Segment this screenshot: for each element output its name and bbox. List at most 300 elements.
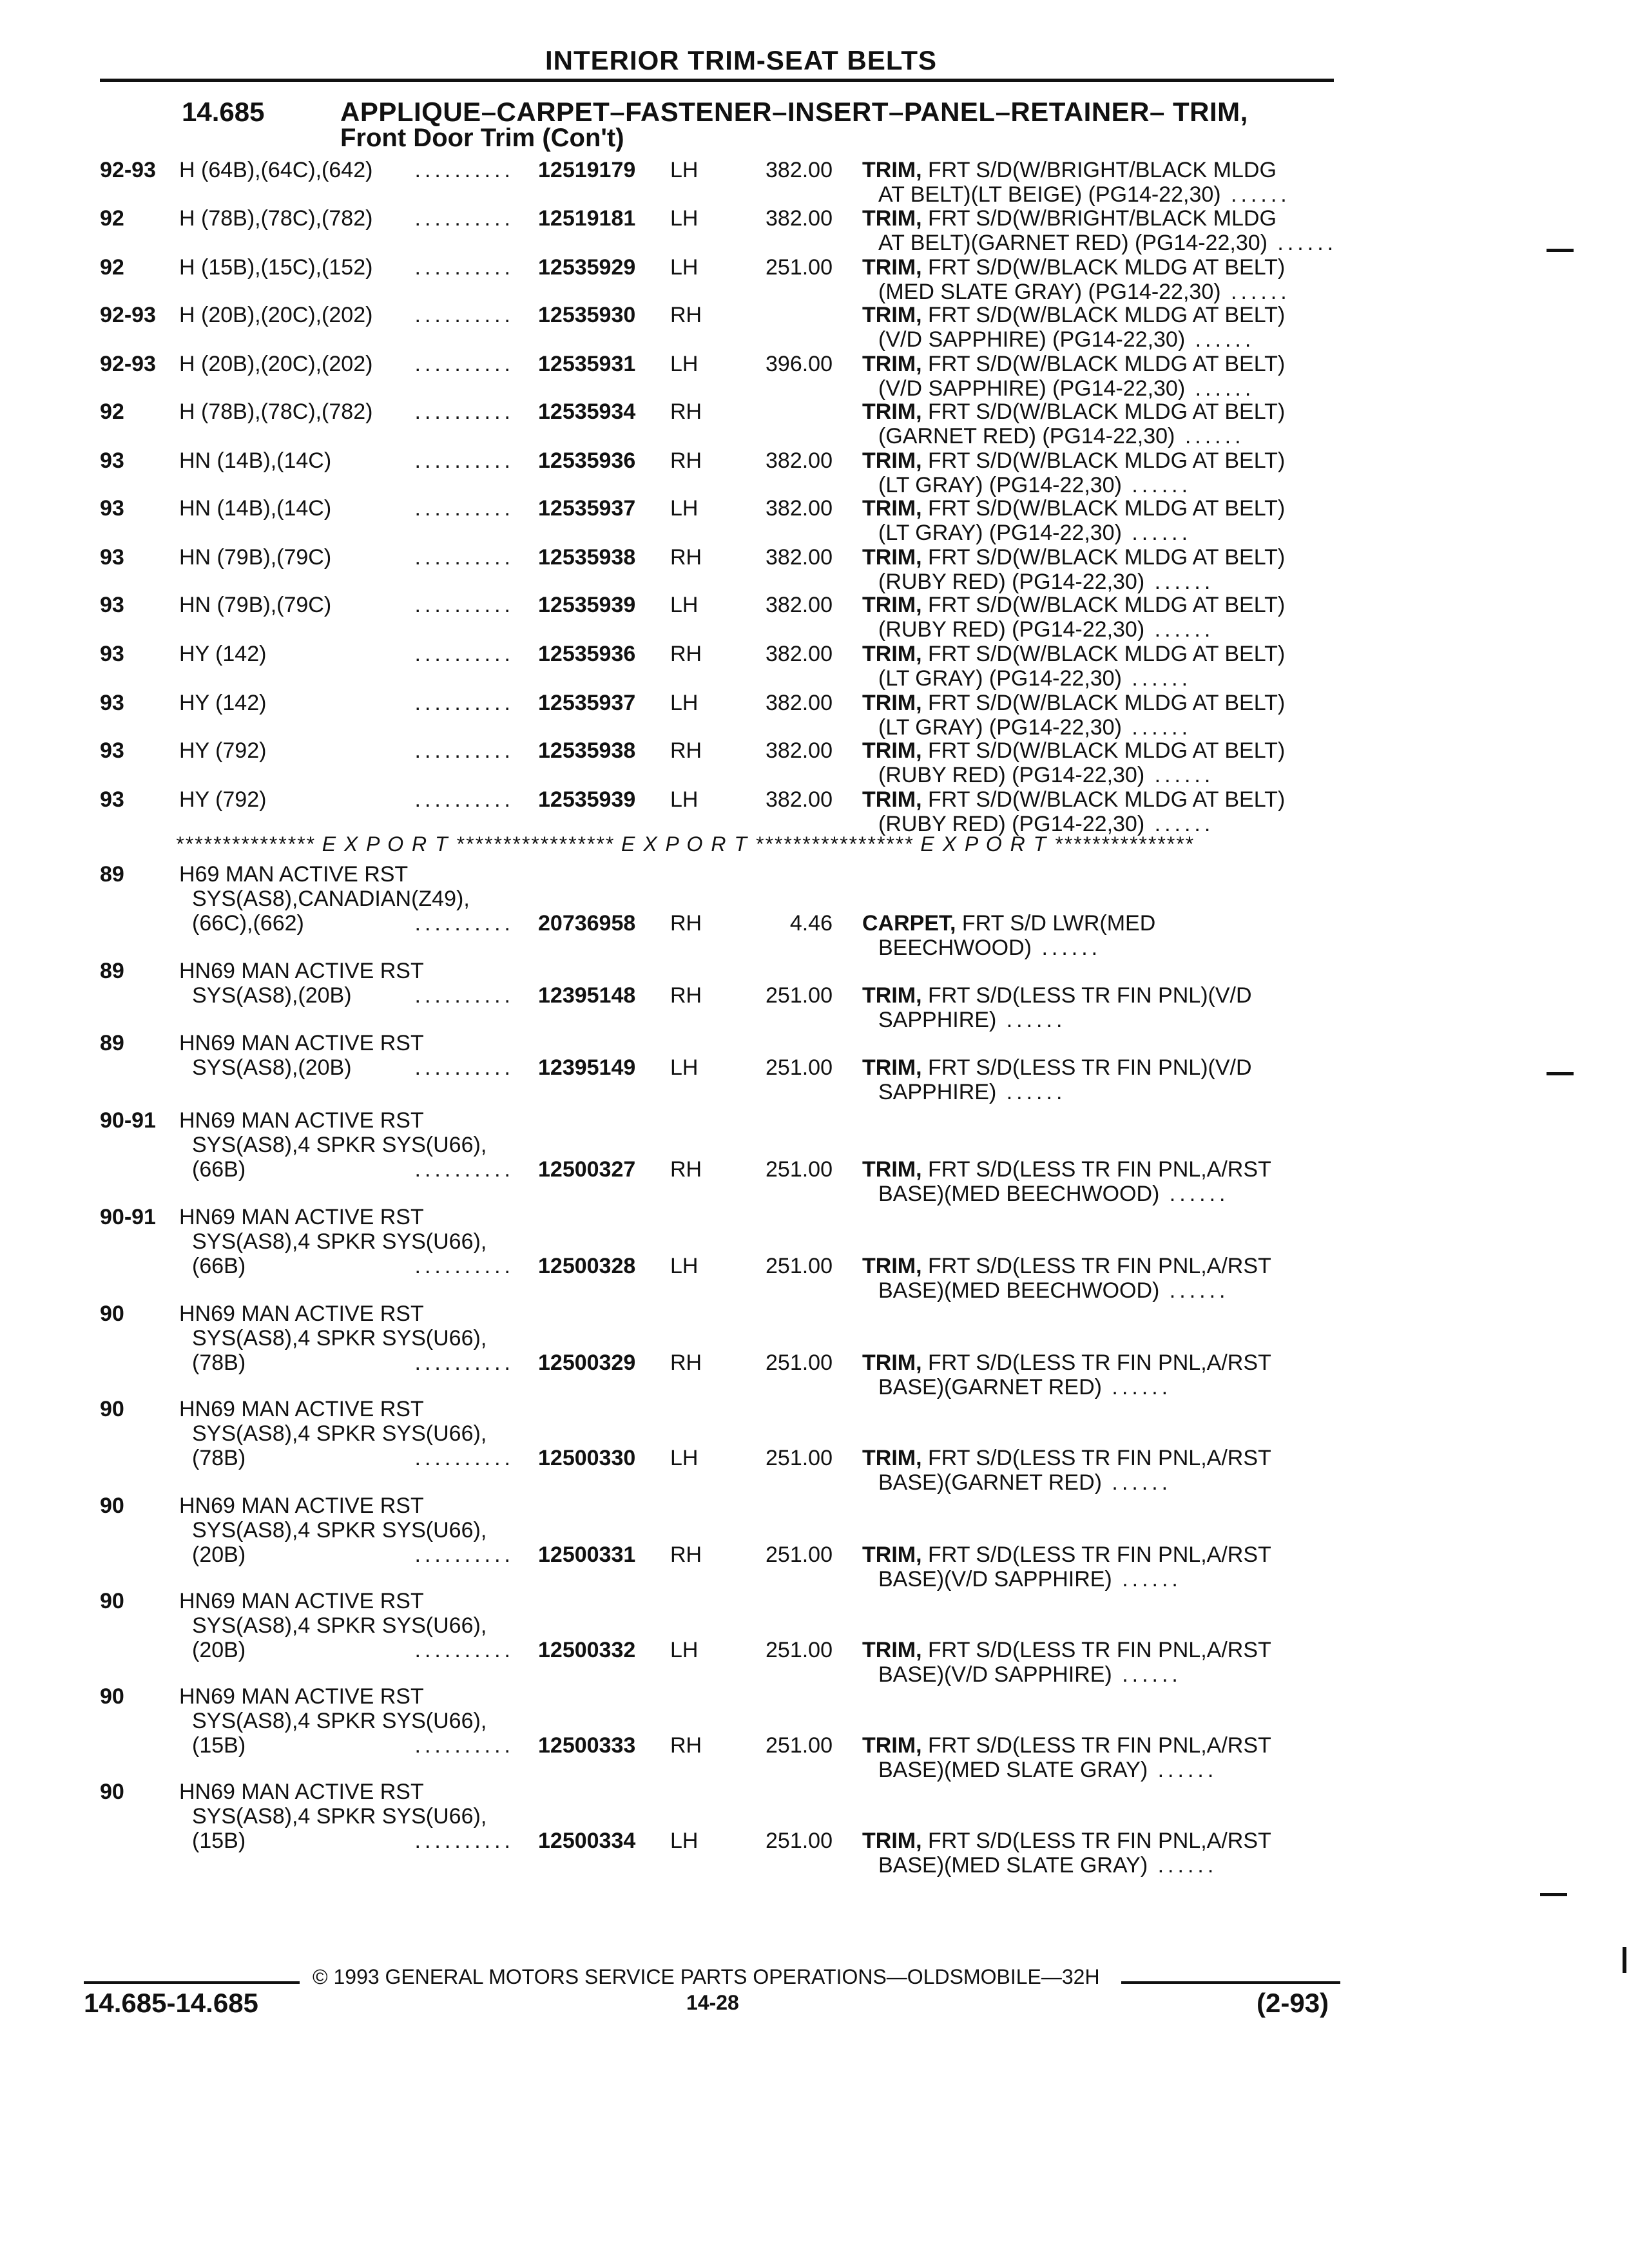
side: RH bbox=[670, 1733, 702, 1758]
usage-description bbox=[179, 1684, 527, 1758]
part-detail-line2: SAPPHIRE) bbox=[878, 1080, 997, 1104]
dot-leader: .......... bbox=[414, 593, 514, 617]
dot-leader: .......... bbox=[414, 158, 514, 182]
part-detail-line2: (RUBY RED) (PG14-22,30) bbox=[878, 763, 1145, 787]
usage-description bbox=[179, 352, 527, 376]
dot-leader: .......... bbox=[414, 1638, 514, 1662]
usage-description bbox=[179, 206, 527, 231]
usage-description bbox=[179, 738, 527, 763]
usage-line: SYS(AS8),4 SPKR SYS(U66), bbox=[192, 1421, 487, 1446]
usage-line: H (64B),(64C),(642) bbox=[179, 158, 373, 182]
dot-leader: .......... bbox=[414, 1446, 514, 1470]
side: RH bbox=[670, 303, 702, 327]
part-detail-line1: FRT S/D(W/BRIGHT/BLACK MLDG bbox=[921, 158, 1277, 182]
part-description bbox=[862, 642, 1333, 691]
part-description bbox=[862, 496, 1333, 545]
part-number: 12500327 bbox=[538, 1157, 636, 1182]
usage-description bbox=[179, 691, 527, 715]
side: RH bbox=[670, 1350, 702, 1375]
part-name: TRIM, bbox=[862, 255, 922, 280]
part-detail-line2: (LT GRAY) (PG14-22,30) bbox=[878, 473, 1122, 497]
part-number: 12500332 bbox=[538, 1638, 636, 1662]
usage-line: H (15B),(15C),(152) bbox=[179, 255, 373, 280]
usage-description bbox=[179, 496, 527, 521]
side: LH bbox=[670, 1055, 699, 1080]
price: 382.00 bbox=[766, 496, 833, 521]
part-number: 12500334 bbox=[538, 1829, 636, 1853]
section-subtitle: Front Door Trim (Con't) bbox=[340, 124, 624, 152]
part-name: TRIM, bbox=[862, 642, 922, 666]
part-detail-line2: BEECHWOOD) bbox=[878, 936, 1032, 960]
usage-line: HN69 MAN ACTIVE RST bbox=[179, 1589, 424, 1613]
part-detail-line1: FRT S/D(W/BLACK MLDG AT BELT) bbox=[921, 593, 1286, 617]
part-description bbox=[862, 303, 1333, 352]
part-name: TRIM, bbox=[862, 1542, 922, 1567]
table-row bbox=[0, 1397, 1629, 1495]
side: LH bbox=[670, 691, 699, 715]
price: 251.00 bbox=[766, 255, 833, 280]
part-detail-line1: FRT S/D(W/BLACK MLDG AT BELT) bbox=[921, 691, 1286, 715]
part-detail-line2: (LT GRAY) (PG14-22,30) bbox=[878, 666, 1122, 691]
table-row bbox=[0, 1031, 1629, 1121]
dot-leader: .......... bbox=[414, 1542, 514, 1567]
part-name: TRIM, bbox=[862, 158, 922, 182]
part-name: TRIM, bbox=[862, 1157, 922, 1182]
part-description bbox=[862, 1446, 1333, 1495]
part-number: 12519181 bbox=[538, 206, 636, 231]
price: 382.00 bbox=[766, 787, 833, 812]
side: RH bbox=[670, 911, 702, 936]
table-row bbox=[0, 1780, 1629, 1878]
part-name: TRIM, bbox=[862, 1638, 922, 1662]
part-detail-line1: FRT S/D(W/BLACK MLDG AT BELT) bbox=[921, 448, 1286, 473]
side: RH bbox=[670, 983, 702, 1008]
part-detail-line2: (LT GRAY) (PG14-22,30) bbox=[878, 715, 1122, 740]
side: RH bbox=[670, 448, 702, 473]
table-row bbox=[0, 1494, 1629, 1591]
usage-line: SYS(AS8),4 SPKR SYS(U66), bbox=[192, 1229, 487, 1254]
dot-leader: .......... bbox=[414, 642, 514, 666]
usage-line: SYS(AS8),4 SPKR SYS(U66), bbox=[192, 1518, 487, 1542]
part-detail-line1: FRT S/D(W/BLACK MLDG AT BELT) bbox=[921, 399, 1286, 424]
usage-description bbox=[179, 1494, 527, 1567]
part-number: 12535938 bbox=[538, 545, 636, 570]
price: 251.00 bbox=[766, 1542, 833, 1567]
part-number: 12395149 bbox=[538, 1055, 636, 1080]
part-detail-line1: FRT S/D(LESS TR FIN PNL,A/RST bbox=[921, 1157, 1271, 1182]
page-header-title: INTERIOR TRIM-SEAT BELTS bbox=[545, 45, 938, 75]
table-row bbox=[0, 1108, 1629, 1206]
price: 396.00 bbox=[766, 352, 833, 376]
usage-line: HN69 MAN ACTIVE RST bbox=[179, 1780, 424, 1804]
dot-leader: ...... bbox=[1159, 1278, 1229, 1303]
part-name: TRIM, bbox=[862, 352, 922, 376]
model-years: 92-93 bbox=[100, 303, 156, 327]
part-description bbox=[862, 352, 1333, 401]
usage-line: HY (792) bbox=[179, 738, 267, 763]
section-number: 14.685 bbox=[182, 97, 265, 127]
price: 382.00 bbox=[766, 545, 833, 570]
dot-leader: .......... bbox=[414, 255, 514, 280]
dot-leader: .......... bbox=[414, 787, 514, 812]
part-detail-line1: FRT S/D(LESS TR FIN PNL,A/RST bbox=[921, 1829, 1271, 1853]
price: 251.00 bbox=[766, 1829, 833, 1853]
part-description bbox=[862, 1638, 1333, 1687]
usage-line: SYS(AS8),4 SPKR SYS(U66), bbox=[192, 1326, 487, 1350]
usage-line: HN69 MAN ACTIVE RST bbox=[179, 1108, 424, 1133]
side: LH bbox=[670, 255, 699, 280]
part-description bbox=[862, 738, 1333, 787]
usage-line: SYS(AS8),(20B) bbox=[192, 983, 352, 1008]
part-detail-line2: BASE)(MED SLATE GRAY) bbox=[878, 1853, 1148, 1878]
part-description bbox=[862, 593, 1333, 642]
table-row bbox=[0, 1589, 1629, 1687]
table-row bbox=[0, 1684, 1629, 1782]
usage-description bbox=[179, 1780, 527, 1853]
part-name: TRIM, bbox=[862, 983, 922, 1008]
part-name: TRIM, bbox=[862, 1446, 922, 1470]
part-description bbox=[862, 1254, 1333, 1303]
part-description bbox=[862, 691, 1333, 740]
model-years: 93 bbox=[100, 496, 124, 521]
dot-leader: .......... bbox=[414, 206, 514, 231]
dot-leader: ...... bbox=[996, 1080, 1066, 1104]
part-description bbox=[862, 1829, 1333, 1878]
part-detail-line2: BASE)(V/D SAPPHIRE) bbox=[878, 1662, 1112, 1687]
part-name: TRIM, bbox=[862, 545, 922, 570]
header-rule bbox=[100, 79, 1334, 82]
part-detail-line2: AT BELT)(GARNET RED) (PG14-22,30) bbox=[878, 231, 1268, 255]
side: RH bbox=[670, 399, 702, 424]
part-number: 12519179 bbox=[538, 158, 636, 182]
part-name: TRIM, bbox=[862, 1350, 922, 1375]
part-number: 12395148 bbox=[538, 983, 636, 1008]
usage-description bbox=[179, 158, 527, 182]
part-description bbox=[862, 448, 1333, 497]
dot-leader: ...... bbox=[1220, 182, 1291, 207]
usage-line: SYS(AS8),4 SPKR SYS(U66), bbox=[192, 1613, 487, 1638]
part-detail-line1: FRT S/D(W/BLACK MLDG AT BELT) bbox=[921, 738, 1286, 763]
usage-line: HN69 MAN ACTIVE RST bbox=[179, 1031, 424, 1055]
part-description bbox=[862, 399, 1333, 448]
dot-leader: ...... bbox=[1121, 521, 1192, 545]
table-row bbox=[0, 1205, 1629, 1303]
usage-description bbox=[179, 545, 527, 570]
part-detail-line2: BASE)(GARNET RED) bbox=[878, 1375, 1102, 1399]
part-detail-line1: FRT S/D(LESS TR FIN PNL,A/RST bbox=[921, 1733, 1271, 1758]
part-number: 12500331 bbox=[538, 1542, 636, 1567]
usage-description bbox=[179, 448, 527, 473]
model-years: 93 bbox=[100, 593, 124, 617]
footer-section-range: 14.685-14.685 bbox=[84, 1988, 258, 2018]
usage-line: HY (792) bbox=[179, 787, 267, 812]
usage-line: HN69 MAN ACTIVE RST bbox=[179, 1397, 424, 1421]
usage-line: HN (79B),(79C) bbox=[179, 545, 332, 570]
part-name: TRIM, bbox=[862, 303, 922, 327]
usage-description bbox=[179, 255, 527, 280]
dot-leader: ...... bbox=[1175, 424, 1245, 448]
part-detail-line2: AT BELT)(LT BEIGE) (PG14-22,30) bbox=[878, 182, 1221, 207]
side: LH bbox=[670, 787, 699, 812]
part-detail-line1: FRT S/D(W/BLACK MLDG AT BELT) bbox=[921, 642, 1286, 666]
part-name: CARPET, bbox=[862, 911, 956, 936]
model-years: 92-93 bbox=[100, 352, 156, 376]
model-years: 92 bbox=[100, 206, 124, 231]
part-name: TRIM, bbox=[862, 448, 922, 473]
part-number: 12535938 bbox=[538, 738, 636, 763]
model-years: 92-93 bbox=[100, 158, 156, 182]
part-number: 12500330 bbox=[538, 1446, 636, 1470]
side: LH bbox=[670, 593, 699, 617]
dot-leader: ...... bbox=[1148, 1853, 1218, 1878]
part-description bbox=[862, 1733, 1333, 1782]
footer-copyright: © 1993 GENERAL MOTORS SERVICE PARTS OPERATIONS—OLDSMOBILE—32H bbox=[313, 1965, 1100, 1988]
dot-leader: ...... bbox=[1032, 936, 1102, 960]
part-detail-line2: SAPPHIRE) bbox=[878, 1008, 997, 1032]
dot-leader: ...... bbox=[1185, 376, 1255, 401]
part-detail-line1: FRT S/D(W/BRIGHT/BLACK MLDG bbox=[921, 206, 1277, 231]
part-detail-line2: BASE)(MED SLATE GRAY) bbox=[878, 1758, 1148, 1782]
part-detail-line1: FRT S/D(LESS TR FIN PNL,A/RST bbox=[921, 1446, 1271, 1470]
part-name: TRIM, bbox=[862, 1733, 922, 1758]
price: 4.46 bbox=[789, 911, 833, 936]
part-description bbox=[862, 983, 1333, 1032]
side: RH bbox=[670, 1157, 702, 1182]
usage-description bbox=[179, 1397, 527, 1470]
dot-leader: .......... bbox=[414, 1829, 514, 1853]
dot-leader: .......... bbox=[414, 691, 514, 715]
dot-leader: ...... bbox=[1159, 1182, 1229, 1206]
part-detail-line1: FRT S/D(LESS TR FIN PNL,A/RST bbox=[921, 1254, 1271, 1278]
usage-line: (20B) bbox=[192, 1638, 246, 1662]
usage-line: HN69 MAN ACTIVE RST bbox=[179, 959, 424, 983]
model-years: 90 bbox=[100, 1302, 124, 1326]
part-detail-line1: FRT S/D(LESS TR FIN PNL,A/RST bbox=[921, 1542, 1271, 1567]
part-detail-line2: (MED SLATE GRAY) (PG14-22,30) bbox=[878, 280, 1221, 304]
part-number: 12535931 bbox=[538, 352, 636, 376]
usage-line: (66B) bbox=[192, 1254, 246, 1278]
model-years: 90 bbox=[100, 1397, 124, 1421]
dot-leader: .......... bbox=[414, 1157, 514, 1182]
dot-leader: .......... bbox=[414, 1254, 514, 1278]
usage-line: (78B) bbox=[192, 1446, 246, 1470]
model-years: 93 bbox=[100, 691, 124, 715]
usage-description bbox=[179, 593, 527, 617]
part-detail-line2: BASE)(V/D SAPPHIRE) bbox=[878, 1567, 1112, 1591]
part-description bbox=[862, 1350, 1333, 1399]
model-years: 90-91 bbox=[100, 1108, 156, 1133]
side: RH bbox=[670, 738, 702, 763]
part-name: TRIM, bbox=[862, 691, 922, 715]
usage-line: (78B) bbox=[192, 1350, 246, 1375]
part-number: 12500329 bbox=[538, 1350, 636, 1375]
price: 251.00 bbox=[766, 983, 833, 1008]
side: LH bbox=[670, 496, 699, 521]
part-number: 12535934 bbox=[538, 399, 636, 424]
dot-leader: ...... bbox=[1121, 715, 1192, 740]
footer-page-number: 14-28 bbox=[686, 1991, 739, 2014]
model-years: 93 bbox=[100, 787, 124, 812]
usage-line: HN (14B),(14C) bbox=[179, 496, 332, 521]
usage-description bbox=[179, 1302, 527, 1375]
side: LH bbox=[670, 158, 699, 182]
part-number: 12535937 bbox=[538, 496, 636, 521]
part-detail-line1: FRT S/D LWR(MED bbox=[956, 911, 1156, 936]
model-years: 90 bbox=[100, 1780, 124, 1804]
dot-leader: .......... bbox=[414, 911, 514, 936]
part-detail-line1: FRT S/D(W/BLACK MLDG AT BELT) bbox=[921, 255, 1286, 280]
part-detail-line2: (V/D SAPPHIRE) (PG14-22,30) bbox=[878, 327, 1186, 352]
dot-leader: .......... bbox=[414, 1055, 514, 1080]
price: 382.00 bbox=[766, 642, 833, 666]
margin-mark bbox=[1547, 1072, 1574, 1075]
model-years: 93 bbox=[100, 642, 124, 666]
price: 251.00 bbox=[766, 1446, 833, 1470]
usage-description bbox=[179, 399, 527, 424]
price: 251.00 bbox=[766, 1254, 833, 1278]
side: LH bbox=[670, 1254, 699, 1278]
usage-line: (15B) bbox=[192, 1829, 246, 1853]
dot-leader: .......... bbox=[414, 1733, 514, 1758]
part-name: TRIM, bbox=[862, 738, 922, 763]
part-detail-line1: FRT S/D(W/BLACK MLDG AT BELT) bbox=[921, 787, 1286, 812]
part-detail-line2: (GARNET RED) (PG14-22,30) bbox=[878, 424, 1175, 448]
part-number: 12500333 bbox=[538, 1733, 636, 1758]
part-number: 20736958 bbox=[538, 911, 636, 936]
price: 251.00 bbox=[766, 1733, 833, 1758]
usage-line: SYS(AS8),CANADIAN(Z49), bbox=[192, 887, 470, 911]
price: 251.00 bbox=[766, 1055, 833, 1080]
model-years: 90 bbox=[100, 1684, 124, 1709]
price: 382.00 bbox=[766, 158, 833, 182]
side: LH bbox=[670, 1446, 699, 1470]
part-detail-line2: (LT GRAY) (PG14-22,30) bbox=[878, 521, 1122, 545]
side: RH bbox=[670, 1542, 702, 1567]
part-detail-line1: FRT S/D(W/BLACK MLDG AT BELT) bbox=[921, 545, 1286, 570]
dot-leader: .......... bbox=[414, 399, 514, 424]
side: LH bbox=[670, 1829, 699, 1853]
usage-line: HY (142) bbox=[179, 691, 267, 715]
part-name: TRIM, bbox=[862, 1055, 922, 1080]
part-name: TRIM, bbox=[862, 1829, 922, 1853]
usage-line: (66C),(662) bbox=[192, 911, 304, 936]
part-description bbox=[862, 255, 1333, 304]
usage-line: SYS(AS8),(20B) bbox=[192, 1055, 352, 1080]
dot-leader: .......... bbox=[414, 545, 514, 570]
model-years: 93 bbox=[100, 545, 124, 570]
side: RH bbox=[670, 642, 702, 666]
part-name: TRIM, bbox=[862, 206, 922, 231]
usage-line: H (20B),(20C),(202) bbox=[179, 303, 373, 327]
dot-leader: ...... bbox=[1101, 1470, 1172, 1495]
part-detail-line1: FRT S/D(LESS TR FIN PNL,A/RST bbox=[921, 1638, 1271, 1662]
part-name: TRIM, bbox=[862, 1254, 922, 1278]
table-row bbox=[0, 862, 1629, 960]
part-number: 12535929 bbox=[538, 255, 636, 280]
usage-line: H69 MAN ACTIVE RST bbox=[179, 862, 409, 887]
price: 382.00 bbox=[766, 593, 833, 617]
dot-leader: ...... bbox=[1148, 1758, 1218, 1782]
part-description bbox=[862, 1542, 1333, 1591]
part-detail-line2: BASE)(MED BEECHWOOD) bbox=[878, 1182, 1160, 1206]
price: 251.00 bbox=[766, 1157, 833, 1182]
usage-description bbox=[179, 862, 527, 936]
model-years: 89 bbox=[100, 959, 124, 983]
section-title: APPLIQUE–CARPET–FASTENER–INSERT–PANEL–RETAINER– TRIM, bbox=[340, 97, 1248, 127]
usage-line: H (20B),(20C),(202) bbox=[179, 352, 373, 376]
part-description bbox=[862, 1055, 1333, 1104]
usage-line: H (78B),(78C),(782) bbox=[179, 206, 373, 231]
table-row bbox=[0, 1302, 1629, 1399]
price: 251.00 bbox=[766, 1350, 833, 1375]
part-detail-line2: (RUBY RED) (PG14-22,30) bbox=[878, 570, 1145, 594]
price: 382.00 bbox=[766, 738, 833, 763]
part-name: TRIM, bbox=[862, 496, 922, 521]
model-years: 89 bbox=[100, 862, 124, 887]
model-years: 93 bbox=[100, 738, 124, 763]
dot-leader: .......... bbox=[414, 738, 514, 763]
price: 251.00 bbox=[766, 1638, 833, 1662]
usage-line: (20B) bbox=[192, 1542, 246, 1567]
part-number: 12535930 bbox=[538, 303, 636, 327]
model-years: 89 bbox=[100, 1031, 124, 1055]
dot-leader: .......... bbox=[414, 983, 514, 1008]
dot-leader: .......... bbox=[414, 352, 514, 376]
dot-leader: ...... bbox=[1144, 763, 1215, 787]
dot-leader: ...... bbox=[1112, 1567, 1182, 1591]
usage-line: HN69 MAN ACTIVE RST bbox=[179, 1302, 424, 1326]
part-name: TRIM, bbox=[862, 399, 922, 424]
margin-mark bbox=[1623, 1947, 1626, 1973]
dot-leader: ...... bbox=[1144, 812, 1215, 836]
part-description bbox=[862, 787, 1333, 836]
usage-line: SYS(AS8),4 SPKR SYS(U66), bbox=[192, 1709, 487, 1733]
side: RH bbox=[670, 545, 702, 570]
dot-leader: .......... bbox=[414, 496, 514, 521]
usage-line: (15B) bbox=[192, 1733, 246, 1758]
price: 382.00 bbox=[766, 691, 833, 715]
part-detail-line2: (RUBY RED) (PG14-22,30) bbox=[878, 617, 1145, 642]
dot-leader: ...... bbox=[1144, 617, 1215, 642]
usage-description bbox=[179, 1589, 527, 1662]
dot-leader: ...... bbox=[996, 1008, 1066, 1032]
part-detail-line2: BASE)(GARNET RED) bbox=[878, 1470, 1102, 1495]
dot-leader: ...... bbox=[1220, 280, 1291, 304]
usage-line: HY (142) bbox=[179, 642, 267, 666]
part-detail-line1: FRT S/D(W/BLACK MLDG AT BELT) bbox=[921, 496, 1286, 521]
usage-line: SYS(AS8),4 SPKR SYS(U66), bbox=[192, 1133, 487, 1157]
model-years: 90 bbox=[100, 1589, 124, 1613]
usage-description bbox=[179, 303, 527, 327]
part-description bbox=[862, 911, 1333, 960]
usage-line: HN69 MAN ACTIVE RST bbox=[179, 1205, 424, 1229]
usage-description bbox=[179, 1205, 527, 1278]
dot-leader: ...... bbox=[1185, 327, 1255, 352]
part-number: 12535939 bbox=[538, 593, 636, 617]
part-number: 12500328 bbox=[538, 1254, 636, 1278]
part-number: 12535936 bbox=[538, 448, 636, 473]
part-number: 12535939 bbox=[538, 787, 636, 812]
model-years: 90-91 bbox=[100, 1205, 156, 1229]
usage-line: (66B) bbox=[192, 1157, 246, 1182]
part-detail-line1: FRT S/D(LESS TR FIN PNL,A/RST bbox=[921, 1350, 1271, 1375]
usage-line: HN (79B),(79C) bbox=[179, 593, 332, 617]
footer-revision-date: (2-93) bbox=[1257, 1988, 1329, 2018]
side: LH bbox=[670, 1638, 699, 1662]
margin-mark bbox=[1540, 1893, 1567, 1896]
model-years: 92 bbox=[100, 399, 124, 424]
margin-mark bbox=[1547, 249, 1574, 252]
